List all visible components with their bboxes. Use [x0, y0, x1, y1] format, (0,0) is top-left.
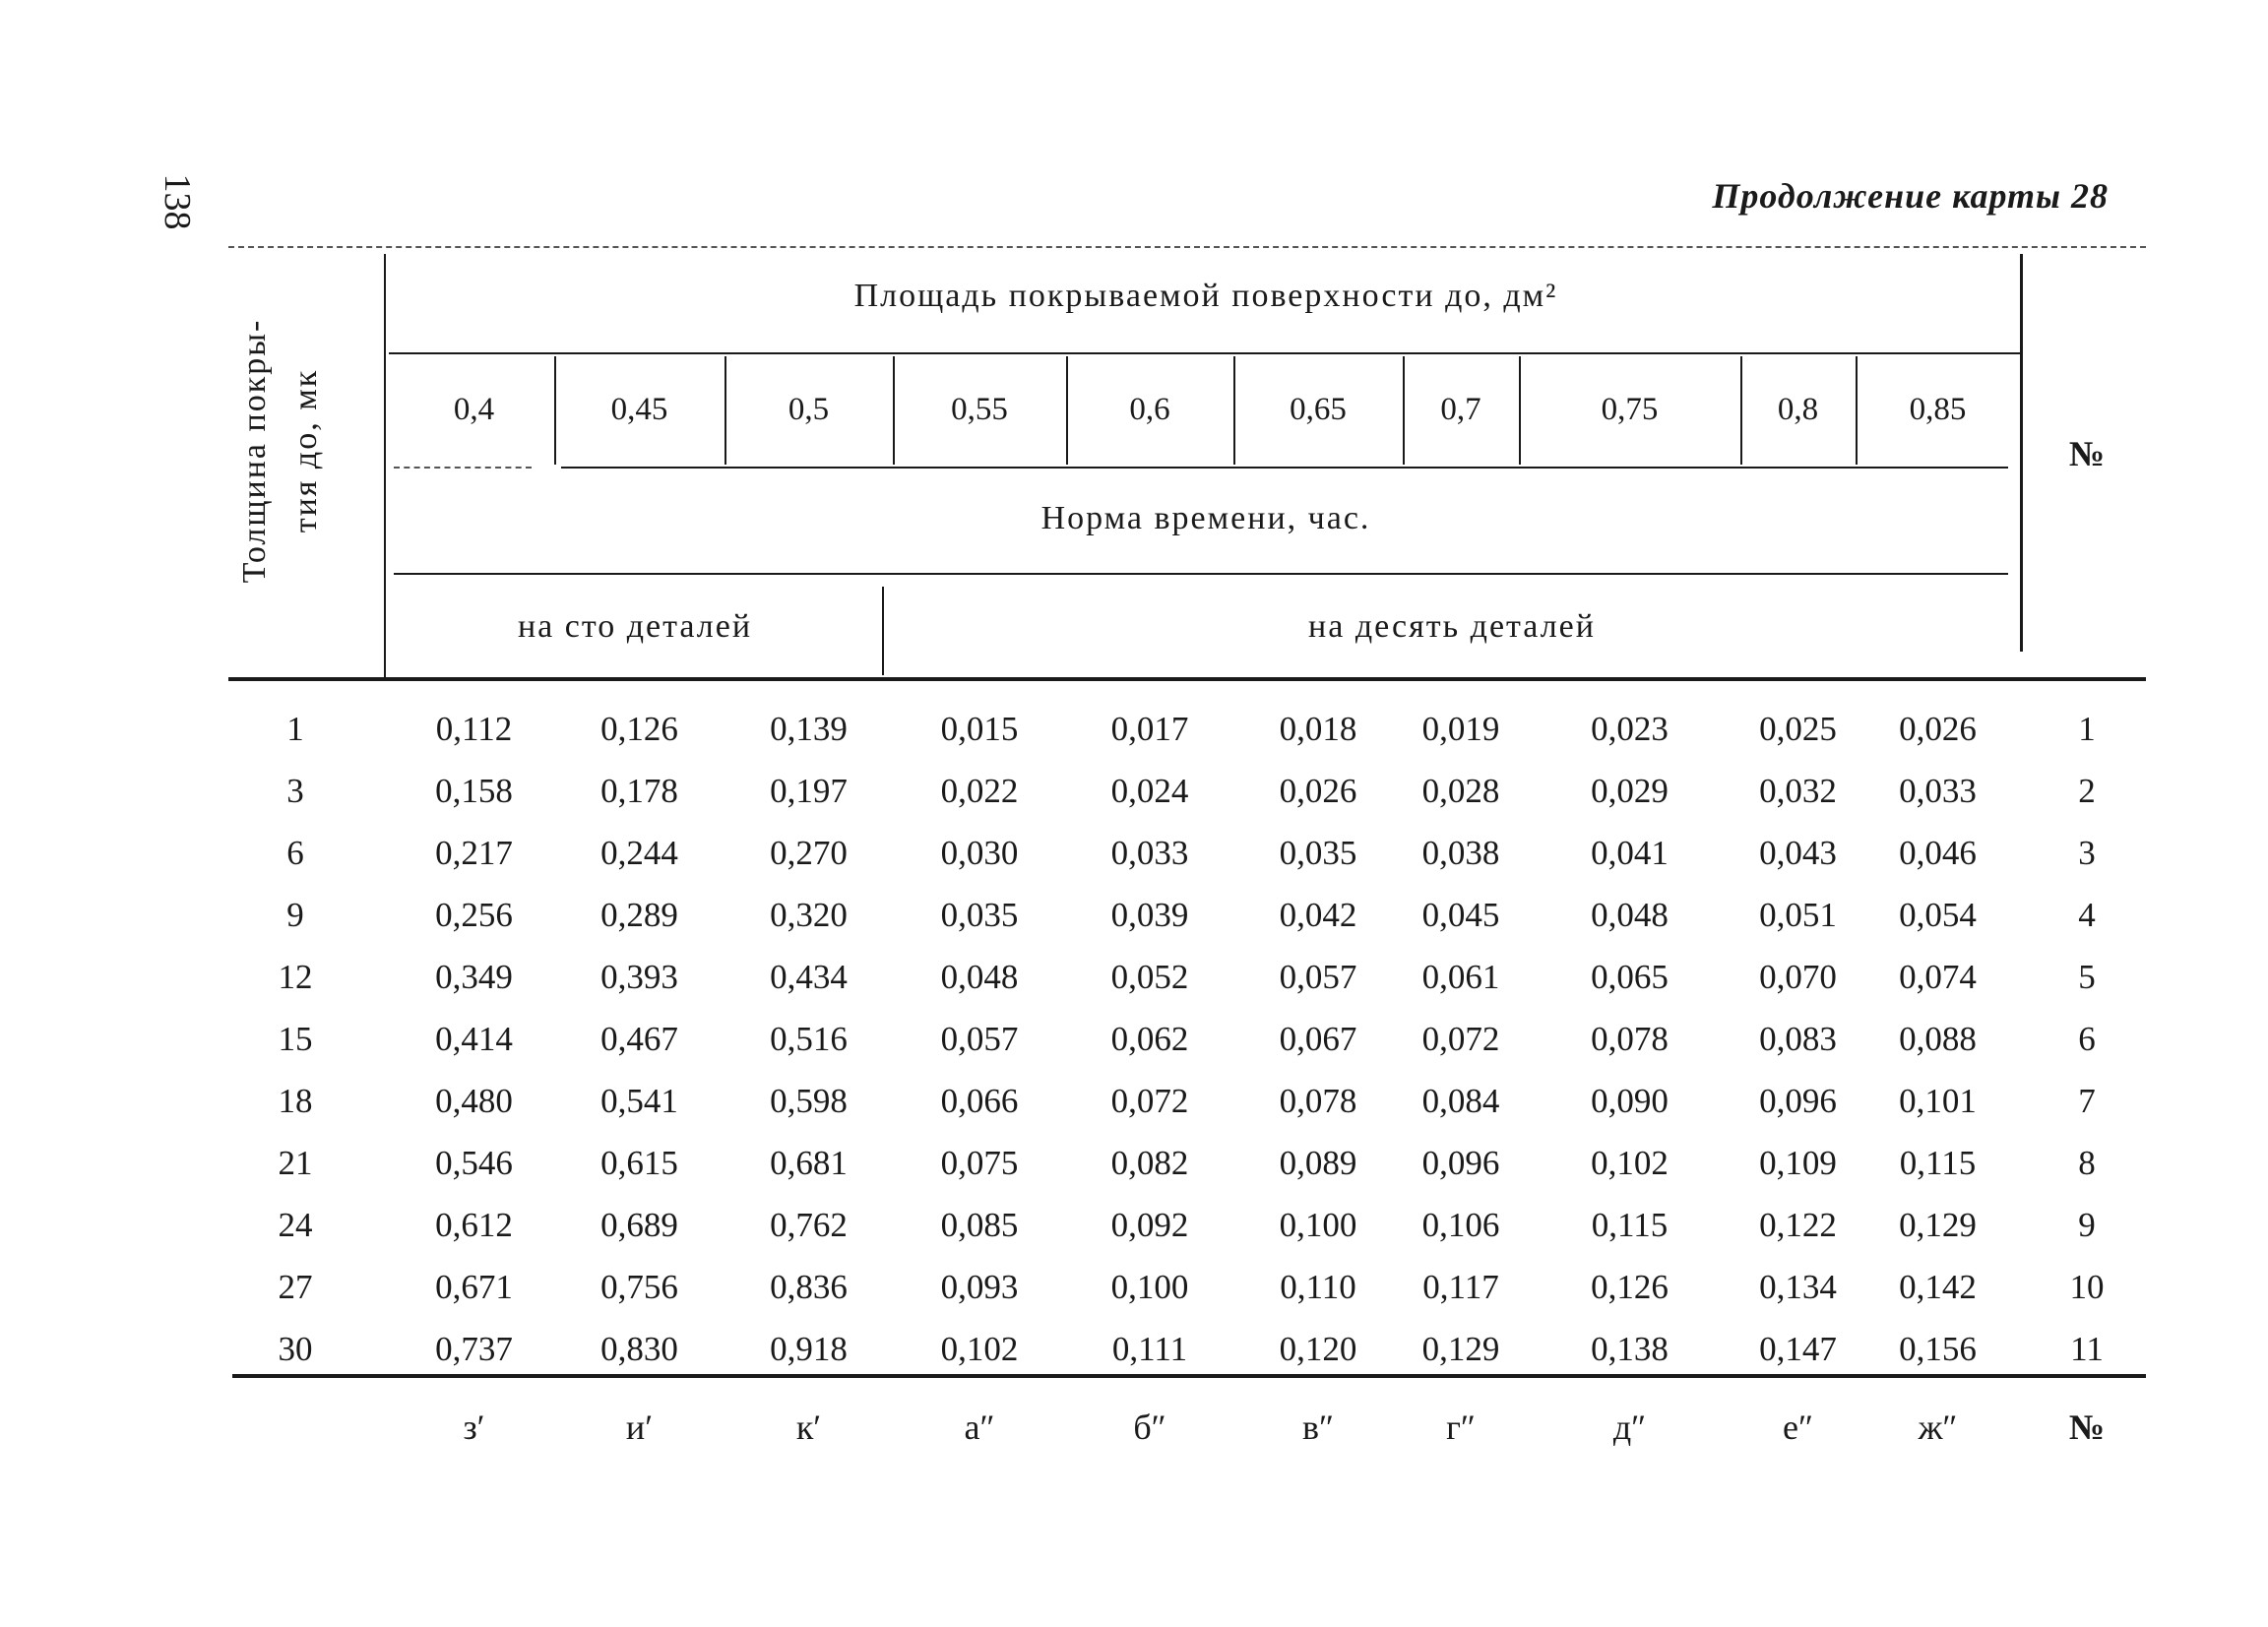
- time-value-cell: 0,122: [1759, 1206, 1837, 1244]
- time-value-cell: 0,033: [1899, 772, 1977, 810]
- time-value-cell: 0,393: [600, 958, 678, 996]
- time-value-cell: 0,066: [940, 1082, 1019, 1120]
- page-number: 138: [157, 173, 198, 230]
- time-value-cell: 0,057: [1279, 958, 1357, 996]
- time-value-cell: 0,836: [770, 1268, 848, 1306]
- time-value-cell: 0,671: [435, 1268, 513, 1306]
- column-code: и′: [625, 1408, 654, 1447]
- time-value-cell: 0,096: [1421, 1144, 1500, 1182]
- time-value-cell: 0,110: [1280, 1268, 1356, 1306]
- time-value-cell: 0,082: [1110, 1144, 1189, 1182]
- column-code: в″: [1302, 1408, 1334, 1447]
- time-value-cell: 0,041: [1591, 834, 1669, 872]
- time-value-cell: 0,026: [1899, 710, 1977, 748]
- time-value-cell: 0,067: [1279, 1020, 1357, 1058]
- thickness-cell: 21: [278, 1144, 313, 1182]
- time-value-cell: 0,598: [770, 1082, 848, 1120]
- time-value-cell: 0,434: [770, 958, 848, 996]
- area-value: 0,5: [788, 392, 830, 427]
- time-value-cell: 0,054: [1899, 896, 1977, 934]
- time-value-cell: 0,057: [940, 1020, 1019, 1058]
- row-number-cell: 5: [2078, 958, 2096, 996]
- time-value-cell: 0,065: [1591, 958, 1669, 996]
- area-title-rule: [389, 352, 2023, 354]
- thickness-cell: 1: [286, 710, 304, 748]
- per-ten-label: на десять деталей: [1308, 608, 1596, 645]
- area-value: 0,65: [1290, 392, 1347, 427]
- thickness-cell: 15: [278, 1020, 313, 1058]
- row-number-cell: 3: [2078, 834, 2096, 872]
- time-value-cell: 0,541: [600, 1082, 678, 1120]
- time-value-cell: 0,045: [1421, 896, 1500, 934]
- time-value-cell: 0,612: [435, 1206, 513, 1244]
- time-value-cell: 0,072: [1421, 1020, 1500, 1058]
- time-value-cell: 0,078: [1279, 1082, 1357, 1120]
- thickness-header-line1: Толщина покры-: [236, 318, 273, 584]
- time-value-cell: 0,147: [1759, 1330, 1837, 1368]
- time-value-cell: 0,689: [600, 1206, 678, 1244]
- thickness-cell: 30: [278, 1330, 313, 1368]
- time-value-cell: 0,129: [1899, 1206, 1977, 1244]
- time-value-cell: 0,074: [1899, 958, 1977, 996]
- column-code: а″: [964, 1408, 995, 1447]
- table-top-rule: [228, 246, 2146, 248]
- column-code: з′: [463, 1408, 485, 1447]
- time-value-cell: 0,737: [435, 1330, 513, 1368]
- thickness-cell: 6: [286, 834, 304, 872]
- time-value-cell: 0,092: [1110, 1206, 1189, 1244]
- time-value-cell: 0,043: [1759, 834, 1837, 872]
- table-row: [0, 761, 2268, 822]
- time-value-cell: 0,467: [600, 1020, 678, 1058]
- time-value-cell: 0,022: [940, 772, 1019, 810]
- area-value: 0,75: [1601, 392, 1659, 427]
- area-value: 0,8: [1777, 392, 1819, 427]
- column-code: д″: [1612, 1408, 1647, 1447]
- area-values-rule-dashed: [394, 467, 532, 469]
- time-value-cell: 0,830: [600, 1330, 678, 1368]
- time-value-cell: 0,289: [600, 896, 678, 934]
- time-value-cell: 0,918: [770, 1330, 848, 1368]
- time-value-cell: 0,090: [1591, 1082, 1669, 1120]
- time-value-cell: 0,156: [1899, 1330, 1977, 1368]
- table-row: [0, 823, 2268, 884]
- area-value: 0,85: [1909, 392, 1967, 427]
- table-row: [0, 1009, 2268, 1070]
- time-value-cell: 0,018: [1279, 710, 1357, 748]
- thickness-cell: 9: [286, 896, 304, 934]
- time-value-cell: 0,096: [1759, 1082, 1837, 1120]
- time-value-cell: 0,134: [1759, 1268, 1837, 1306]
- column-code: б″: [1133, 1408, 1166, 1447]
- time-value-cell: 0,256: [435, 896, 513, 934]
- time-value-cell: 0,085: [940, 1206, 1019, 1244]
- time-value-cell: 0,015: [940, 710, 1019, 748]
- time-value-cell: 0,033: [1110, 834, 1189, 872]
- time-value-cell: 0,349: [435, 958, 513, 996]
- time-value-cell: 0,217: [435, 834, 513, 872]
- time-value-cell: 0,024: [1110, 772, 1189, 810]
- time-value-cell: 0,762: [770, 1206, 848, 1244]
- time-value-cell: 0,244: [600, 834, 678, 872]
- time-value-cell: 0,756: [600, 1268, 678, 1306]
- column-code: к′: [795, 1408, 822, 1447]
- area-title: Площадь покрываемой поверхности до, дм²: [853, 278, 1558, 314]
- footer-number-label: №: [2068, 1408, 2106, 1447]
- time-value-cell: 0,102: [940, 1330, 1019, 1368]
- time-value-cell: 0,115: [1899, 1144, 1977, 1182]
- time-value-cell: 0,048: [940, 958, 1019, 996]
- time-value-cell: 0,083: [1759, 1020, 1837, 1058]
- time-value-cell: 0,117: [1422, 1268, 1499, 1306]
- time-value-cell: 0,111: [1111, 1330, 1188, 1368]
- time-value-cell: 0,615: [600, 1144, 678, 1182]
- row-number-cell: 9: [2078, 1206, 2096, 1244]
- time-value-cell: 0,038: [1421, 834, 1500, 872]
- time-value-cell: 0,035: [940, 896, 1019, 934]
- norm-title: Норма времени, час.: [1040, 500, 1371, 536]
- time-value-cell: 0,112: [435, 710, 513, 748]
- time-value-cell: 0,084: [1421, 1082, 1500, 1120]
- table-row: [0, 699, 2268, 760]
- continuation-title: Продолжение карты 28: [1712, 176, 2109, 216]
- thickness-header-line2: тия до, мк: [287, 368, 324, 533]
- time-value-cell: 0,102: [1591, 1144, 1669, 1182]
- thickness-cell: 3: [286, 772, 304, 810]
- time-value-cell: 0,100: [1110, 1268, 1189, 1306]
- time-value-cell: 0,516: [770, 1020, 848, 1058]
- time-value-cell: 0,026: [1279, 772, 1357, 810]
- time-value-cell: 0,138: [1591, 1330, 1669, 1368]
- time-value-cell: 0,032: [1759, 772, 1837, 810]
- time-value-cell: 0,019: [1421, 710, 1500, 748]
- row-number-cell: 4: [2078, 896, 2096, 934]
- row-number-cell: 7: [2078, 1082, 2096, 1120]
- area-value: 0,6: [1129, 392, 1170, 427]
- time-value-cell: 0,052: [1110, 958, 1189, 996]
- table-row: [0, 1133, 2268, 1194]
- time-value-cell: 0,029: [1591, 772, 1669, 810]
- row-number-cell: 6: [2078, 1020, 2096, 1058]
- time-value-cell: 0,109: [1759, 1144, 1837, 1182]
- row-number-cell: 2: [2078, 772, 2096, 810]
- row-number-cell: 11: [2070, 1330, 2104, 1368]
- table-row: [0, 1195, 2268, 1256]
- time-value-cell: 0,035: [1279, 834, 1357, 872]
- time-value-cell: 0,480: [435, 1082, 513, 1120]
- table-row: [0, 1257, 2268, 1318]
- time-value-cell: 0,025: [1759, 710, 1837, 748]
- time-value-cell: 0,046: [1899, 834, 1977, 872]
- thickness-cell: 24: [278, 1206, 313, 1244]
- table-row: [0, 947, 2268, 1008]
- column-code: ж″: [1918, 1408, 1958, 1447]
- time-value-cell: 0,023: [1591, 710, 1669, 748]
- time-value-cell: 0,129: [1421, 1330, 1500, 1368]
- time-value-cell: 0,088: [1899, 1020, 1977, 1058]
- time-value-cell: 0,178: [600, 772, 678, 810]
- time-value-cell: 0,075: [940, 1144, 1019, 1182]
- time-value-cell: 0,061: [1421, 958, 1500, 996]
- area-value: 0,7: [1440, 392, 1481, 427]
- time-value-cell: 0,093: [940, 1268, 1019, 1306]
- norm-title-rule: [394, 573, 2008, 575]
- time-value-cell: 0,106: [1421, 1206, 1500, 1244]
- row-number-cell: 8: [2078, 1144, 2096, 1182]
- thickness-cell: 18: [278, 1082, 313, 1120]
- time-value-cell: 0,051: [1759, 896, 1837, 934]
- time-value-cell: 0,126: [600, 710, 678, 748]
- time-value-cell: 0,126: [1591, 1268, 1669, 1306]
- table-row: [0, 1071, 2268, 1132]
- time-value-cell: 0,197: [770, 772, 848, 810]
- time-value-cell: 0,681: [770, 1144, 848, 1182]
- time-value-cell: 0,078: [1591, 1020, 1669, 1058]
- header-bottom-rule: [228, 677, 2146, 681]
- thickness-header: [229, 254, 347, 648]
- column-code: е″: [1783, 1408, 1813, 1447]
- column-code: г″: [1446, 1408, 1476, 1447]
- area-value: 0,4: [453, 392, 495, 427]
- time-value-cell: 0,072: [1110, 1082, 1189, 1120]
- time-value-cell: 0,142: [1899, 1268, 1977, 1306]
- time-value-cell: 0,062: [1110, 1020, 1189, 1058]
- time-value-cell: 0,070: [1759, 958, 1837, 996]
- table-row: [0, 885, 2268, 946]
- time-value-cell: 0,414: [435, 1020, 513, 1058]
- thickness-cell: 27: [278, 1268, 313, 1306]
- thickness-cell: 12: [278, 958, 313, 996]
- time-value-cell: 0,320: [770, 896, 848, 934]
- area-values-rule: [561, 467, 2008, 469]
- time-value-cell: 0,039: [1110, 896, 1189, 934]
- row-number-cell: 10: [2069, 1268, 2105, 1306]
- time-value-cell: 0,017: [1110, 710, 1189, 748]
- time-value-cell: 0,120: [1279, 1330, 1357, 1368]
- number-column-header: №: [2068, 434, 2106, 473]
- area-value: 0,45: [610, 392, 668, 427]
- time-value-cell: 0,270: [770, 834, 848, 872]
- table-row: [0, 1319, 2268, 1380]
- time-value-cell: 0,158: [435, 772, 513, 810]
- time-value-cell: 0,042: [1279, 896, 1357, 934]
- time-value-cell: 0,048: [1591, 896, 1669, 934]
- per-hundred-label: на сто деталей: [517, 608, 753, 645]
- area-value: 0,55: [951, 392, 1008, 427]
- time-value-cell: 0,139: [770, 710, 848, 748]
- time-value-cell: 0,115: [1591, 1206, 1669, 1244]
- time-value-cell: 0,100: [1279, 1206, 1357, 1244]
- time-value-cell: 0,089: [1279, 1144, 1357, 1182]
- time-value-cell: 0,030: [940, 834, 1019, 872]
- row-number-cell: 1: [2078, 710, 2096, 748]
- thickness-column-divider: [384, 254, 386, 677]
- time-value-cell: 0,028: [1421, 772, 1500, 810]
- time-value-cell: 0,546: [435, 1144, 513, 1182]
- time-value-cell: 0,101: [1899, 1082, 1977, 1120]
